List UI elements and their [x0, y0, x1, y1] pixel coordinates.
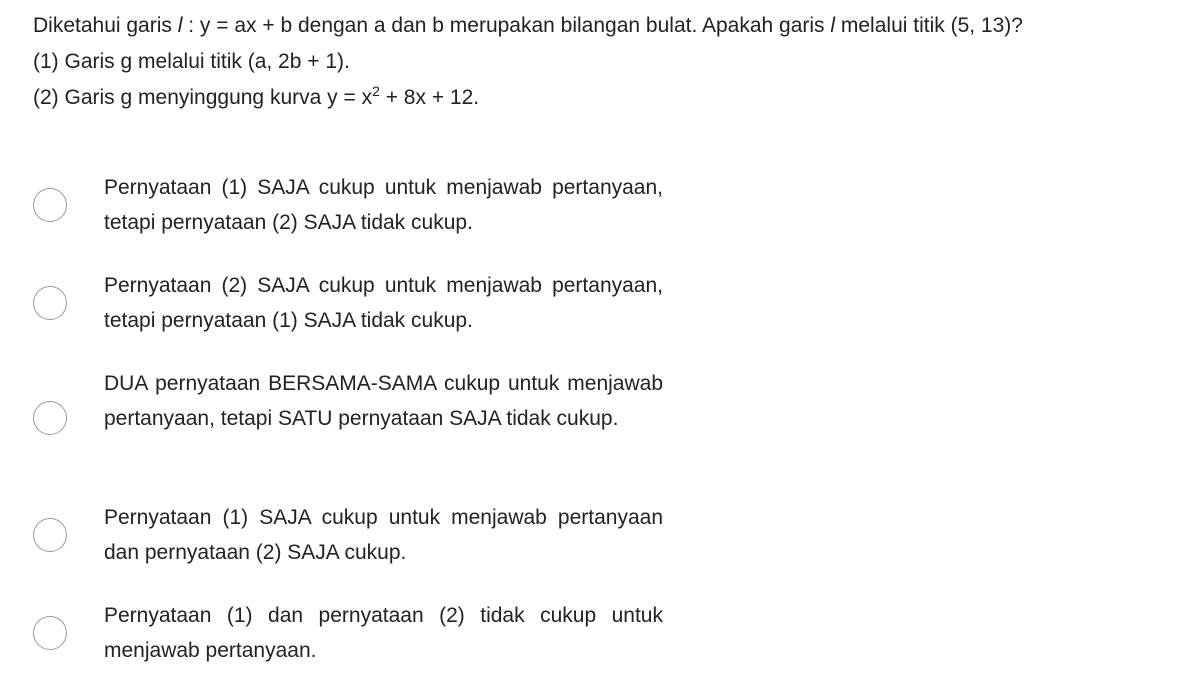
option-c-label[interactable]: DUA pernyataan BERSAMA-SAMA cukup untuk menjawab pertanyaan, tetapi SATU pernyataan SAJA tidak cukup. — [104, 372, 663, 430]
question-suffix: melalui titik (5, 13)? — [835, 14, 1023, 37]
option-d-label[interactable]: Pernyataan (1) SAJA cukup untuk menjawab pertanyaan dan pernyataan (2) SAJA cukup. — [104, 506, 663, 564]
radio-button-c[interactable] — [33, 401, 67, 435]
question-stem — [33, 8, 1173, 44]
option-a-label[interactable]: Pernyataan (1) SAJA cukup untuk menjawab pertanyaan, tetapi pernyataan (2) SAJA tidak cukup. — [104, 176, 663, 234]
question-prefix: Diketahui garis — [33, 14, 178, 37]
radio-button-d[interactable] — [33, 518, 67, 552]
statement-2-prefix: (2) Garis g menyinggung kurva y = x — [33, 86, 373, 109]
radio-button-e[interactable] — [33, 616, 67, 650]
line-symbol: l — [177, 14, 183, 37]
option-e-label[interactable]: Pernyataan (1) dan pernyataan (2) tidak cukup untuk menjawab pertanyaan. — [104, 604, 663, 662]
option-b-label[interactable]: Pernyataan (2) SAJA cukup untuk menjawab pertanyaan, tetapi pernyataan (1) SAJA tidak cukup. — [104, 274, 663, 332]
question-equation: : y = ax + b dengan a dan b merupakan bilangan bulat. Apakah garis — [182, 14, 831, 37]
statement-2 — [33, 80, 1173, 116]
statement-2-suffix: + 8x + 12. — [379, 86, 480, 109]
question-block — [33, 8, 1173, 116]
statement-1: (1) Garis g melalui titik (a, 2b + 1). — [33, 50, 350, 73]
radio-button-b[interactable] — [33, 286, 67, 320]
statement-2-exponent: 2 — [372, 83, 380, 99]
radio-button-a[interactable] — [33, 188, 67, 222]
line-symbol-2: l — [830, 14, 836, 37]
